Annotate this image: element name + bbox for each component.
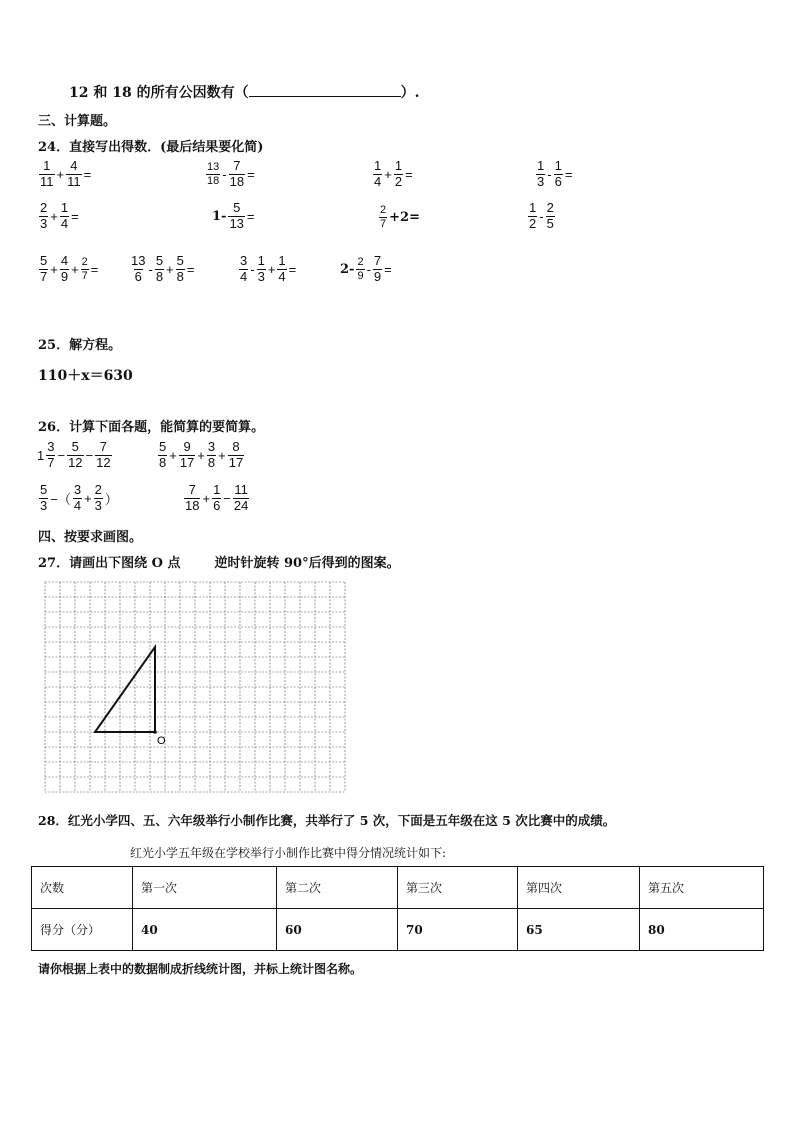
- q25-equation: 110＋x＝630: [38, 368, 133, 384]
- fraction: $\frac{3}{7}$: [47, 439, 55, 470]
- fraction: $\frac{2}{7}$: [380, 204, 387, 230]
- fraction: $\frac{1}{3}$: [537, 158, 545, 189]
- fraction: $\frac{4}{11}$: [67, 158, 81, 189]
- table-cell: 第三次: [398, 867, 518, 909]
- answer-blank[interactable]: [249, 84, 401, 97]
- table-caption: 红光小学五年级在学校举行小制作比赛中得分情况统计如下:: [130, 846, 447, 860]
- fraction: $\frac{7}{18}$: [185, 482, 200, 513]
- q24-expr-9: $\frac{5}{7}$ + $\frac{4}{9}$ + $\frac{2}{7}$ =: [40, 253, 99, 284]
- fraction: $\frac{1}{4}$: [60, 200, 69, 231]
- q26-expr-4: $\frac{7}{18}$ + $\frac{1}{6}$ − $\frac{11}{24}$: [185, 482, 249, 513]
- point-o: [153, 730, 157, 734]
- q26-expr-2: $\frac{5}{8}$ + $\frac{9}{17}$ + $\frac{3}{8}$ + $\frac{8}{17}$: [159, 439, 244, 470]
- fraction: $\frac{8}{17}$: [228, 439, 244, 470]
- fraction: $\frac{7}{9}$: [373, 253, 382, 284]
- score-table: [31, 866, 764, 951]
- fraction: $\frac{9}{17}$: [179, 439, 195, 470]
- fraction: $\frac{1}{4}$: [374, 158, 382, 189]
- fraction: $\frac{1}{4}$: [278, 253, 286, 284]
- table-cell: 第二次: [277, 867, 398, 909]
- fraction: $\frac{5}{8}$: [176, 253, 184, 284]
- table-cell: 60: [277, 909, 398, 951]
- table-cell: 70: [398, 909, 518, 951]
- q25-title: 25．解方程。: [38, 338, 122, 353]
- q28-title: 28．红光小学四、五、六年级举行小制作比赛，共举行了 5 次，下面是五年级在这 5 次比赛中的成绩。: [38, 813, 616, 828]
- q24-expr-6: 1- $\frac{5}{13}$ =: [212, 200, 255, 231]
- table-row: [32, 909, 764, 951]
- table-cell: 第四次: [518, 867, 640, 909]
- fraction: $\frac{7}{12}$: [96, 439, 111, 470]
- fraction: $\frac{3}{4}$: [73, 482, 82, 513]
- fraction: $\frac{5}{8}$: [159, 439, 167, 470]
- table-cell: 40: [133, 909, 277, 951]
- fraction: $\frac{11}{24}$: [233, 482, 249, 513]
- table-header-row: [32, 867, 764, 909]
- gcd-question-lead: 12 和 18 的所有公因数有（: [69, 85, 249, 101]
- q24-expr-10: $\frac{13}{6}$ - $\frac{5}{8}$ + $\frac{5}{8}$ =: [131, 253, 195, 284]
- fraction: $\frac{3}{8}$: [207, 439, 216, 470]
- table-cell: 65: [518, 909, 640, 951]
- fraction: $\frac{5}{13}$: [229, 200, 244, 231]
- fraction: $\frac{2}{3}$: [94, 482, 102, 513]
- q26-title: 26．计算下面各题，能简算的要简算。: [38, 420, 265, 435]
- section-3-heading: 三、计算题。: [38, 114, 117, 129]
- fraction: $\frac{13}{18}$: [207, 161, 220, 187]
- q24-expr-2: $\frac{13}{18}$ - $\frac{7}{18}$ =: [207, 158, 255, 189]
- fraction: $\frac{1}{2}$: [529, 200, 537, 231]
- fraction: $\frac{13}{6}$: [131, 253, 146, 284]
- gcd-question: [69, 82, 419, 102]
- fraction: $\frac{1}{3}$: [257, 253, 265, 284]
- q24-expr-3: $\frac{1}{4}$ + $\frac{1}{2}$ =: [374, 158, 413, 189]
- fraction: $\frac{5}{7}$: [40, 253, 48, 284]
- gcd-question-tail: ）.: [400, 85, 420, 101]
- fraction: $\frac{2}{3}$: [40, 200, 48, 231]
- q24-expr-7: $\frac{2}{7}$ +2=: [380, 204, 420, 230]
- grid-lines: [45, 582, 345, 792]
- q24-expr-12: 2- $\frac{2}{9}$ - $\frac{7}{9}$ =: [340, 253, 392, 284]
- q24-title: 24．直接写出得数．(最后结果要化简): [38, 140, 264, 155]
- fraction: $\frac{2}{5}$: [546, 200, 554, 231]
- fraction: $\frac{2}{7}$: [81, 256, 88, 282]
- q27-title-a: 27．请画出下图绕 O 点: [38, 556, 181, 571]
- fraction: $\frac{5}{8}$: [155, 253, 164, 284]
- q24-expr-8: $\frac{1}{2}$ - $\frac{2}{5}$: [529, 200, 554, 231]
- q27-title: [38, 552, 400, 571]
- fraction: $\frac{1}{11}$: [40, 158, 54, 189]
- grid-figure[interactable]: [43, 579, 346, 796]
- table-cell: 第一次: [133, 867, 277, 909]
- q26-expr-3: $\frac{5}{3}$ −（ $\frac{3}{4}$ + $\frac{2}{3}$ ）: [40, 482, 118, 513]
- table-cell: 次数: [32, 867, 133, 909]
- fraction: $\frac{7}{18}$: [229, 158, 245, 189]
- q26-expr-1: 1 $\frac{3}{7}$ − $\frac{5}{12}$ − $\frac{7}{12}$: [37, 439, 111, 470]
- q24-expr-11: $\frac{3}{4}$ - $\frac{1}{3}$ + $\frac{1}{4}$ =: [240, 253, 297, 284]
- q24-expr-1: $\frac{1}{11}$ + $\frac{4}{11}$ =: [40, 158, 92, 189]
- fraction: $\frac{5}{3}$: [40, 482, 48, 513]
- fraction: $\frac{4}{9}$: [60, 253, 69, 284]
- fraction: $\frac{1}{6}$: [554, 158, 562, 189]
- fraction: $\frac{3}{4}$: [240, 253, 248, 284]
- q27-title-b: 逆时针旋转 90°后得到的图案。: [214, 556, 400, 571]
- q24-expr-5: $\frac{2}{3}$ + $\frac{1}{4}$ =: [40, 200, 79, 231]
- table-cell: 得分（分）: [32, 909, 133, 951]
- fraction: $\frac{1}{6}$: [213, 482, 221, 513]
- fraction: $\frac{1}{2}$: [394, 158, 403, 189]
- table-cell: 第五次: [640, 867, 764, 909]
- point-o-label: O: [157, 735, 166, 747]
- fraction: $\frac{5}{12}$: [68, 439, 83, 470]
- fraction: $\frac{2}{9}$: [357, 256, 364, 282]
- q28-instruction: 请你根据上表中的数据制成折线统计图，并标上统计图名称。: [38, 962, 363, 976]
- section-4-heading: 四、按要求画图。: [38, 530, 143, 545]
- table-cell: 80: [640, 909, 764, 951]
- right-triangle-shape: [95, 647, 155, 732]
- q24-expr-4: $\frac{1}{3}$ - $\frac{1}{6}$ =: [537, 158, 573, 189]
